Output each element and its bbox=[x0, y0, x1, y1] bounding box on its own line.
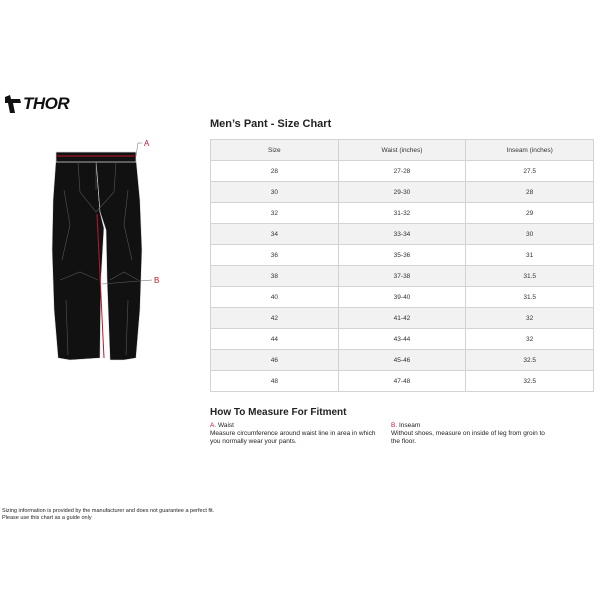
table-cell: 32.5 bbox=[466, 350, 594, 371]
table-row bbox=[211, 287, 594, 308]
label-a: A bbox=[144, 139, 150, 148]
size-chart-table bbox=[210, 139, 594, 392]
table-cell: 39-40 bbox=[338, 287, 466, 308]
table-cell: 27-28 bbox=[338, 161, 466, 182]
column-header: Inseam (inches) bbox=[466, 140, 594, 161]
table-cell: 32 bbox=[466, 308, 594, 329]
table-cell: 28 bbox=[466, 182, 594, 203]
table-cell: 28 bbox=[211, 161, 339, 182]
table-cell: 29 bbox=[466, 203, 594, 224]
inseam-text-1: Without shoes, measure on inside of leg from groin to bbox=[391, 430, 545, 437]
table-cell: 30 bbox=[211, 182, 339, 203]
inseam-instructions bbox=[391, 422, 551, 446]
thor-logo bbox=[4, 94, 69, 114]
table-row bbox=[211, 224, 594, 245]
column-header: Size bbox=[211, 140, 339, 161]
table-cell: 33-34 bbox=[338, 224, 466, 245]
table-cell: 46 bbox=[211, 350, 339, 371]
inseam-letter: B. bbox=[391, 422, 398, 429]
measure-title: How To Measure For Fitment bbox=[210, 407, 347, 418]
table-cell: 43-44 bbox=[338, 329, 466, 350]
disclaimer-line-2: Please use this chart as a guide only bbox=[2, 515, 92, 521]
table-cell: 38 bbox=[211, 266, 339, 287]
table-cell: 35-36 bbox=[338, 245, 466, 266]
table-cell: 29-30 bbox=[338, 182, 466, 203]
pant-waistband bbox=[56, 152, 136, 162]
brand-name: THOR bbox=[23, 94, 70, 113]
table-cell: 31.5 bbox=[466, 287, 594, 308]
table-cell: 37-38 bbox=[338, 266, 466, 287]
table-row bbox=[211, 245, 594, 266]
waist-letter: A. bbox=[210, 422, 217, 429]
table-cell: 45-46 bbox=[338, 350, 466, 371]
inseam-text-2: the floor. bbox=[391, 438, 416, 445]
waist-text-1: Measure circumference around waist line in area in which bbox=[210, 430, 376, 437]
table-cell: 27.5 bbox=[466, 161, 594, 182]
column-header: Waist (inches) bbox=[338, 140, 466, 161]
table-row bbox=[211, 350, 594, 371]
table-row bbox=[211, 371, 594, 392]
table-cell: 32.5 bbox=[466, 371, 594, 392]
table-cell: 44 bbox=[211, 329, 339, 350]
disclaimer bbox=[2, 508, 214, 522]
disclaimer-line-1: Sizing information is provided by the manufacturer and does not guarantee a perfect fit. bbox=[2, 508, 215, 514]
table-cell: 32 bbox=[211, 203, 339, 224]
table-cell: 40 bbox=[211, 287, 339, 308]
table-cell: 42 bbox=[211, 308, 339, 329]
table-cell: 31 bbox=[466, 245, 594, 266]
table-header-row bbox=[211, 140, 594, 161]
table-cell: 36 bbox=[211, 245, 339, 266]
table-row bbox=[211, 329, 594, 350]
table-cell: 32 bbox=[466, 329, 594, 350]
table-cell: 31.5 bbox=[466, 266, 594, 287]
table-row bbox=[211, 308, 594, 329]
table-cell: 34 bbox=[211, 224, 339, 245]
inseam-heading: Inseam bbox=[398, 422, 421, 429]
table-cell: 48 bbox=[211, 371, 339, 392]
waist-heading: Waist bbox=[217, 422, 234, 429]
table-cell: 47-48 bbox=[338, 371, 466, 392]
pant-diagram bbox=[40, 130, 170, 370]
table-row bbox=[211, 161, 594, 182]
waist-instructions bbox=[210, 422, 380, 446]
hammer-icon bbox=[4, 94, 22, 114]
table-row bbox=[211, 266, 594, 287]
waist-text-2: you normally wear your pants. bbox=[210, 438, 297, 445]
size-chart-title: Men’s Pant - Size Chart bbox=[210, 118, 332, 130]
table-cell: 30 bbox=[466, 224, 594, 245]
table-row bbox=[211, 203, 594, 224]
table-row bbox=[211, 182, 594, 203]
label-b: B bbox=[154, 276, 160, 285]
table-cell: 41-42 bbox=[338, 308, 466, 329]
table-cell: 31-32 bbox=[338, 203, 466, 224]
